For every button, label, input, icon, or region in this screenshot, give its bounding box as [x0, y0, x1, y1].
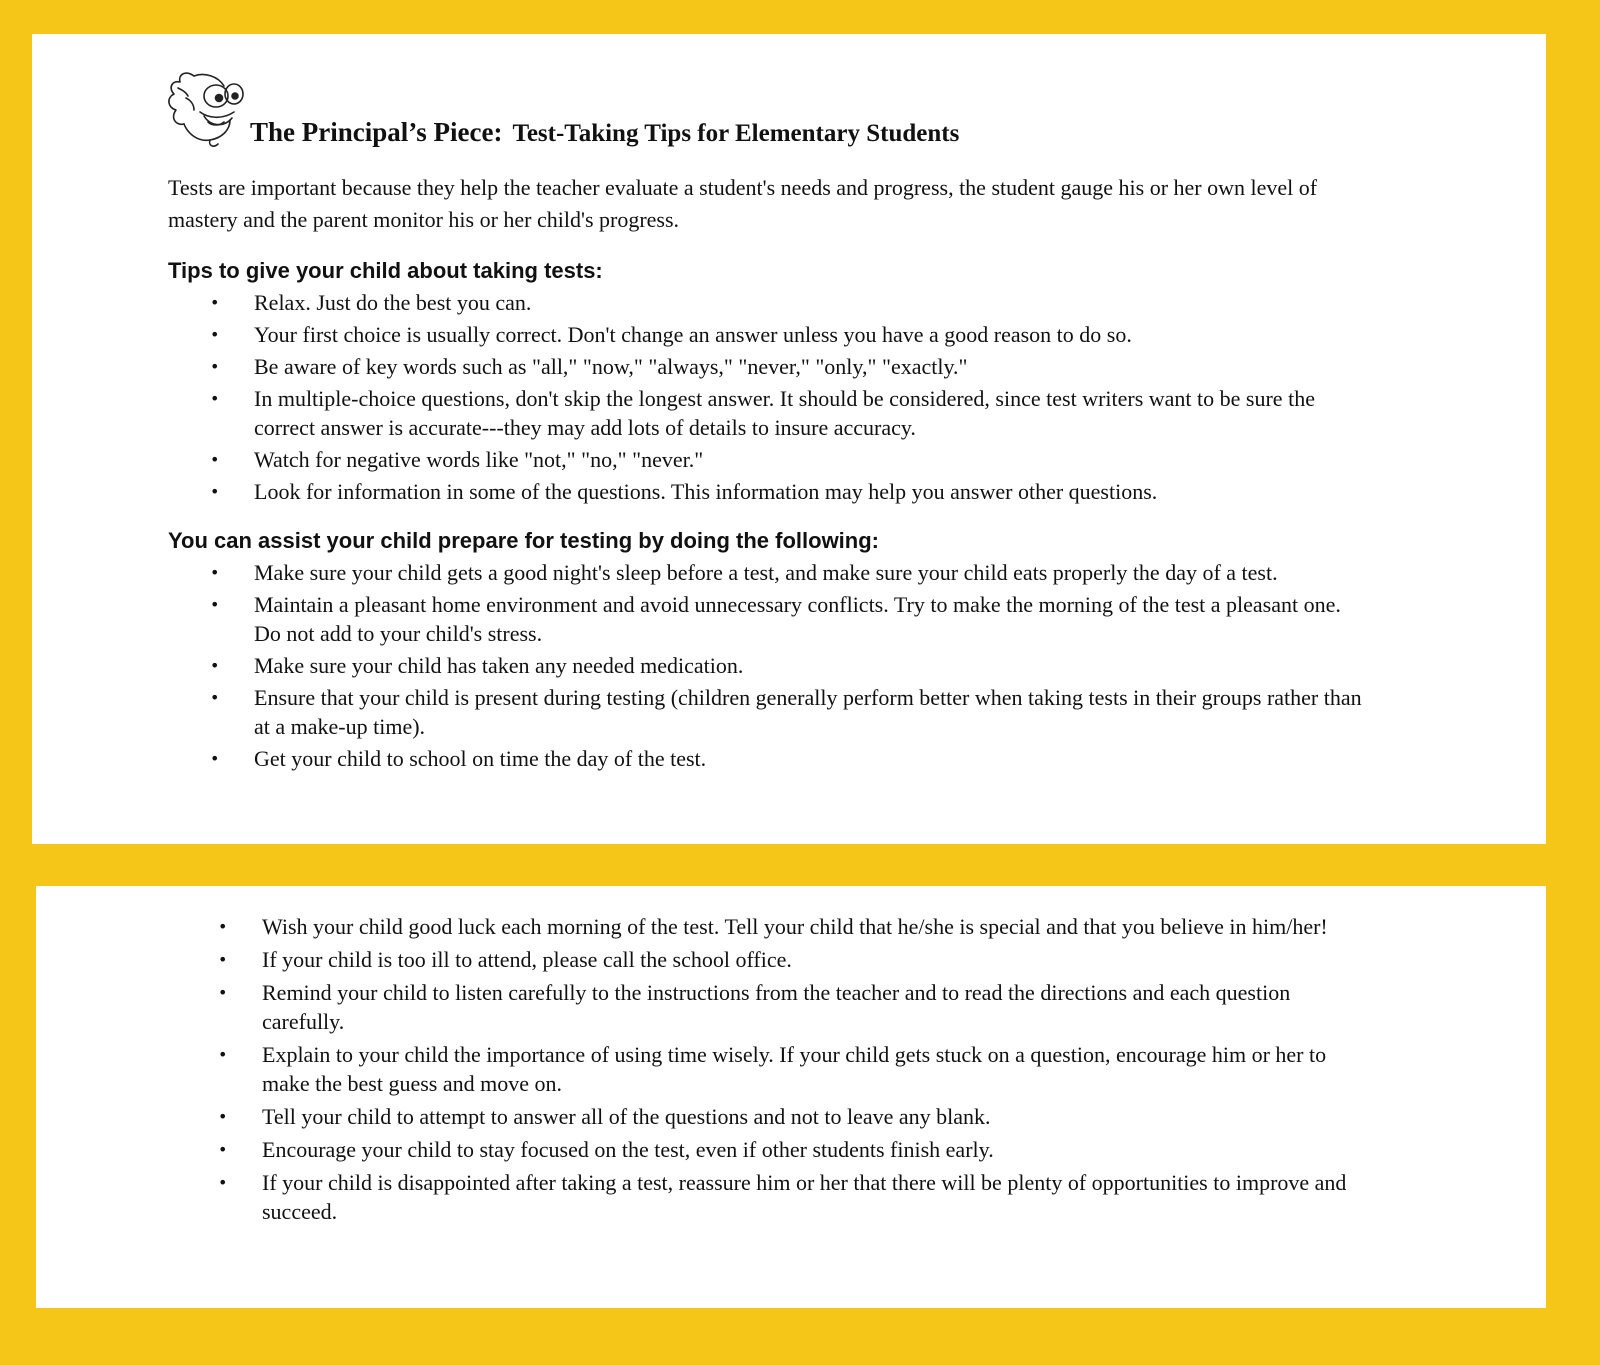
list-item-text: Encourage your child to stay focused on the test, even if other students finish early. — [262, 1137, 994, 1162]
list-item-text: Make sure your child has taken any needed medication. — [254, 653, 744, 678]
list-item — [218, 1135, 1366, 1164]
page-header — [164, 50, 1366, 150]
tips-heading: Tips to give your child about taking tests: — [168, 258, 603, 283]
list-item-text: Relax. Just do the best you can. — [254, 290, 532, 315]
bullet-icon: • — [210, 749, 220, 768]
list-item-text: Be aware of key words such as "all," "now," "always," "never," "only," "exactly." — [254, 354, 968, 379]
bullet-icon: • — [210, 450, 220, 469]
list-item — [218, 978, 1366, 1036]
list-item — [210, 590, 1366, 648]
list-item-text: Explain to your child the importance of using time wisely. If your child gets stuck on a question, encourage him or her to make the best guess and move on. — [262, 1042, 1327, 1096]
list-item-text: If your child is too ill to attend, please call the school office. — [262, 947, 792, 972]
bullet-icon: • — [218, 1173, 228, 1192]
bullet-icon: • — [218, 1140, 228, 1159]
list-item-text: Get your child to school on time the day of the test. — [254, 746, 707, 771]
continued-list — [176, 912, 1366, 1226]
list-item-text: Your first choice is usually correct. Don't change an answer unless you have a good reason to do so. — [254, 322, 1132, 347]
list-item — [218, 1102, 1366, 1131]
newsletter-card-bottom — [36, 886, 1546, 1308]
bullet-icon: • — [210, 595, 220, 614]
bullet-icon: • — [218, 950, 228, 969]
title-main: The Principal’s Piece: — [250, 117, 503, 147]
bullet-icon: • — [218, 983, 228, 1002]
list-item-text: In multiple-choice questions, don't skip the longest answer. It should be considered, since test writers want to be sure the correct answer is accurate---they may add lots of details to insure accuracy. — [254, 386, 1315, 440]
list-item-text: Look for information in some of the questions. This information may help you answer other questions. — [254, 479, 1158, 504]
list-item — [210, 288, 1366, 317]
newsletter-card-top — [32, 34, 1546, 844]
list-item — [210, 477, 1366, 506]
bullet-icon: • — [218, 1107, 228, 1126]
intro-paragraph: Tests are important because they help the teacher evaluate a student's needs and progress, the student gauge his or her own level of mastery and the parent monitor his or her child's progress. — [168, 175, 1318, 232]
bullet-icon: • — [210, 688, 220, 707]
list-item — [210, 384, 1366, 442]
list-item — [210, 744, 1366, 773]
list-item-text: Tell your child to attempt to answer all of the questions and not to leave any blank. — [262, 1104, 991, 1129]
list-item-text: If your child is disappointed after taking a test, reassure him or her that there will be plenty of opportunities to improve and succeed. — [262, 1170, 1347, 1224]
list-item — [210, 320, 1366, 349]
list-item — [218, 1168, 1366, 1226]
bullet-icon: • — [210, 563, 220, 582]
bullet-icon: • — [210, 389, 220, 408]
bullet-icon: • — [210, 293, 220, 312]
cartoon-character-icon — [164, 68, 248, 150]
list-item — [218, 1040, 1366, 1098]
list-item — [210, 651, 1366, 680]
list-item-text: Maintain a pleasant home environment and avoid unnecessary conflicts. Try to make the morning of the test a pleasant one. Do not add to your child's stress. — [254, 592, 1341, 646]
title-subtitle: Test-Taking Tips for Elementary Students — [512, 120, 960, 147]
list-item-text: Watch for negative words like "not," "no," "never." — [254, 447, 704, 472]
list-item — [210, 558, 1366, 587]
bullet-icon: • — [210, 656, 220, 675]
list-item-text: Ensure that your child is present during testing (children generally perform better when taking tests in their groups rather than at a make-up time). — [254, 685, 1362, 739]
bullet-icon: • — [218, 917, 228, 936]
list-item-text: Make sure your child gets a good night's sleep before a test, and make sure your child eats properly the day of a test. — [254, 560, 1278, 585]
list-item — [210, 683, 1366, 741]
bullet-icon: • — [210, 325, 220, 344]
list-item — [210, 445, 1366, 474]
assist-heading: You can assist your child prepare for testing by doing the following: — [168, 528, 879, 553]
bullet-icon: • — [218, 1045, 228, 1064]
assist-list — [168, 558, 1366, 773]
tips-list — [168, 288, 1366, 506]
list-item — [218, 912, 1366, 941]
list-item — [210, 352, 1366, 381]
list-item-text: Wish your child good luck each morning of the test. Tell your child that he/she is special and that you believe in him/her! — [262, 914, 1328, 939]
page-title — [250, 117, 959, 148]
bullet-icon: • — [210, 357, 220, 376]
list-item-text: Remind your child to listen carefully to the instructions from the teacher and to read the directions and each question carefully. — [262, 980, 1291, 1034]
bullet-icon: • — [210, 482, 220, 501]
list-item — [218, 945, 1366, 974]
